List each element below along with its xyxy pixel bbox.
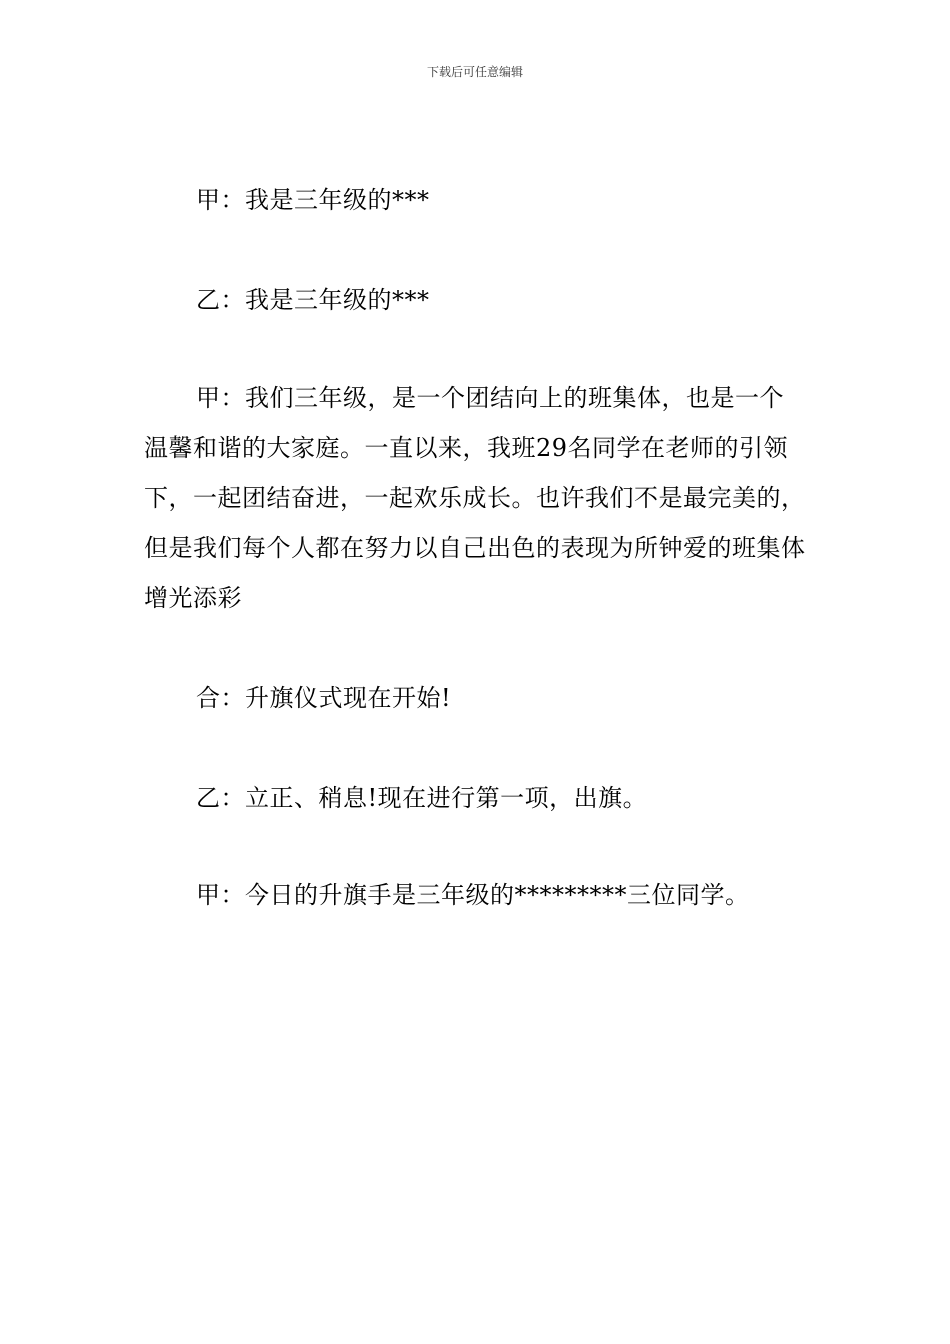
page-header: 下载后可任意编辑 <box>426 65 523 79</box>
paragraph-3: 甲：我们三年级，是一个团结向上的班集体，也是一个温馨和谐的大家庭。一直以来，我班29名同学在老师的引领下，一起团结奋进，一起欢乐成长。也许我们不是最完美的，但是我们每个人都在努力以自己出色的表现为所钟爱的班集体增光添彩 <box>144 384 806 612</box>
paragraph-2: 乙：我是三年级的*** <box>196 286 430 314</box>
paragraph-1: 甲：我是三年级的*** <box>196 186 430 214</box>
paragraph-4: 合：升旗仪式现在开始! <box>196 684 452 712</box>
paragraph-6: 甲：今日的升旗手是三年级的*********三位同学。 <box>196 881 750 909</box>
paragraph-5: 乙：立正、稍息!现在进行第一项，出旗。 <box>196 784 648 812</box>
